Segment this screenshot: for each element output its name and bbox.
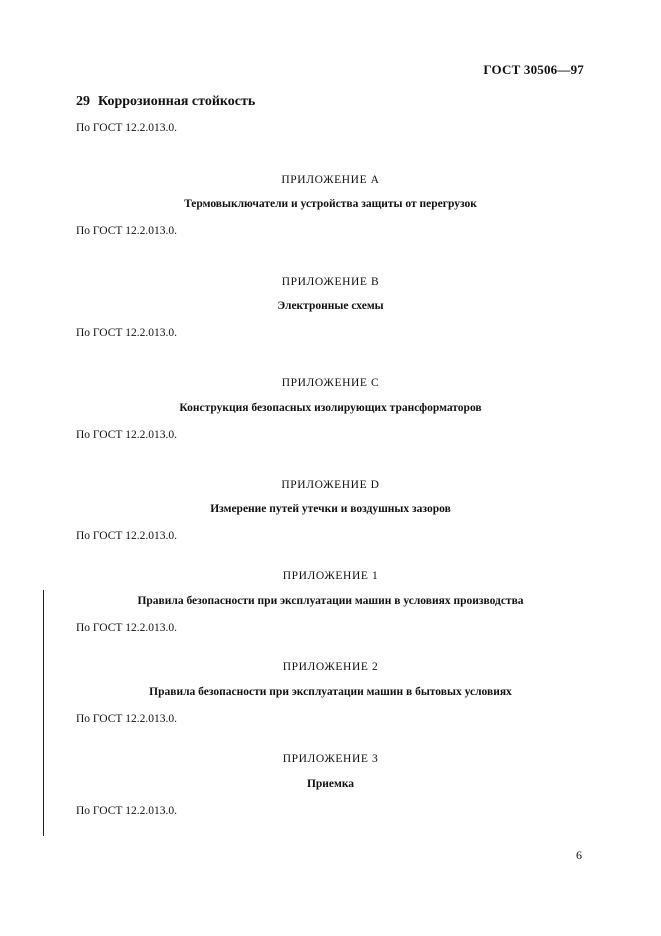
annex-label-b: ПРИЛОЖЕНИЕ В xyxy=(281,276,380,288)
section-number: 29 xyxy=(76,94,90,109)
annex-title-c: Конструкция безопасных изолирующих трансформаторов xyxy=(179,402,482,414)
annex-label-d: ПРИЛОЖЕНИЕ D xyxy=(281,479,380,491)
annex-title-1: Правила безопасности при эксплуатации машин в условиях производства xyxy=(137,595,524,607)
annex-label-3: ПРИЛОЖЕНИЕ 3 xyxy=(282,753,379,765)
section-heading xyxy=(76,94,255,110)
annex-label-1: ПРИЛОЖЕНИЕ 1 xyxy=(282,570,379,582)
annex-body-3: По ГОСТ 12.2.013.0. xyxy=(76,805,178,817)
annex-body-a: По ГОСТ 12.2.013.0. xyxy=(76,225,178,237)
annex-label-2: ПРИЛОЖЕНИЕ 2 xyxy=(282,661,379,673)
annex-title-d: Измерение путей утечки и воздушных зазоров xyxy=(210,503,451,515)
annex-label-c: ПРИЛОЖЕНИЕ С xyxy=(281,377,380,389)
annex-body-b: По ГОСТ 12.2.013.0. xyxy=(76,327,178,339)
section-title: Коррозионная стойкость xyxy=(98,94,256,109)
annex-title-2: Правила безопасности при эксплуатации машин в бытовых условиях xyxy=(149,686,512,698)
annex-body-d: По ГОСТ 12.2.013.0. xyxy=(76,530,178,542)
page-number: 6 xyxy=(576,848,582,862)
annex-title-3: Приемка xyxy=(306,778,355,790)
section-body: По ГОСТ 12.2.013.0. xyxy=(76,122,178,134)
annex-body-2: По ГОСТ 12.2.013.0. xyxy=(76,713,178,725)
annex-title-a: Термовыключатели и устройства защиты от перегрузок xyxy=(184,198,477,210)
annex-body-c: По ГОСТ 12.2.013.0. xyxy=(76,429,178,441)
annex-title-b: Электронные схемы xyxy=(277,300,384,312)
change-margin-bar xyxy=(43,590,44,836)
annex-body-1: По ГОСТ 12.2.013.0. xyxy=(76,622,178,634)
annex-label-a: ПРИЛОЖЕНИЕ А xyxy=(281,174,380,186)
document-code: ГОСТ 30506—97 xyxy=(483,62,584,77)
